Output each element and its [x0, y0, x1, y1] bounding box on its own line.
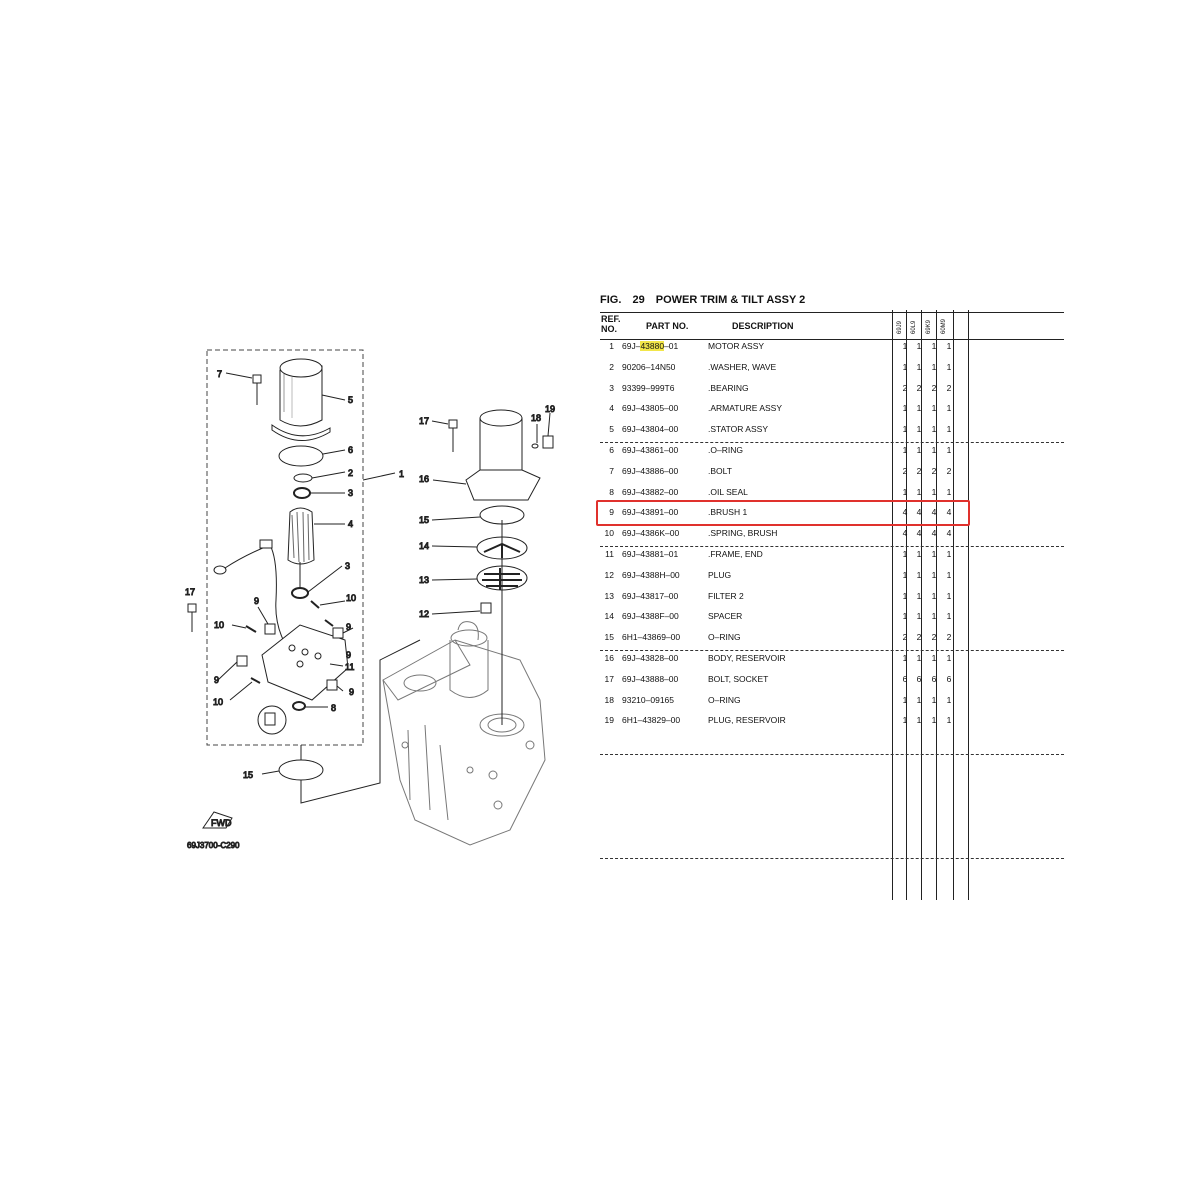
- part-number-prefix: 69J–43804–00: [622, 424, 679, 435]
- part-description: .ARMATURE ASSY: [708, 403, 782, 414]
- part-number: [622, 466, 678, 476]
- quantity-cell: 1: [902, 403, 908, 414]
- table-row: [600, 383, 1070, 397]
- header-ref-line1: REF.: [601, 314, 621, 324]
- quantity-cell: 1: [916, 486, 922, 497]
- quantity-cell: 1: [916, 653, 922, 663]
- callout-5: 5: [348, 395, 354, 405]
- filter-part-13: [432, 566, 527, 590]
- quantity-cell: 1: [916, 341, 922, 351]
- quantity-cell: 1: [916, 569, 922, 580]
- highlight-box-brush: [596, 500, 970, 526]
- callout-10-left: 10: [214, 620, 225, 630]
- quantity-cell: 1: [931, 403, 937, 414]
- bearing-part-3: [294, 488, 345, 498]
- quantity-cell: 1: [916, 361, 922, 372]
- quantity-cell: 1: [946, 590, 952, 601]
- ref-number: 11: [605, 549, 614, 559]
- col-divider-5: [953, 310, 954, 900]
- quantity-cell: 4: [946, 507, 952, 518]
- callout-15-lower: 15: [243, 770, 254, 780]
- part-number: [622, 611, 679, 621]
- callout-4: 4: [348, 519, 354, 529]
- part-description: O–RING: [708, 632, 741, 643]
- ref-number: 16: [604, 653, 614, 663]
- quantity-cell: 4: [902, 528, 908, 539]
- part-number-prefix: 69J–43817–00: [622, 590, 679, 601]
- ref-number: 5: [609, 424, 614, 435]
- quantity-cell: 2: [902, 632, 908, 643]
- quantity-cell: 1: [902, 445, 908, 455]
- part-number: [622, 653, 678, 663]
- quantity-cell: 1: [946, 549, 952, 559]
- part-number: [622, 591, 678, 601]
- header-bottom-rule: [600, 339, 1064, 340]
- part-description: FILTER 2: [708, 590, 744, 601]
- quantity-cell: 1: [931, 715, 937, 726]
- exploded-parts-diagram: [0, 0, 600, 900]
- bolt-part-7: [226, 373, 261, 405]
- callout-8: 8: [331, 703, 337, 713]
- part-number: [622, 487, 678, 497]
- table-row: [600, 424, 1070, 438]
- group-separator-5: [600, 858, 1064, 859]
- stator-housing-part-5: [272, 359, 345, 441]
- table-row: [600, 403, 1070, 417]
- quantity-cell: 6: [902, 673, 908, 684]
- quantity-cell: 1: [902, 341, 908, 351]
- part-number: [622, 362, 675, 372]
- fwd-label: FWD: [211, 818, 232, 828]
- quantity-cell: 1: [916, 590, 922, 601]
- col-divider-4: [936, 310, 937, 900]
- quantity-cell: 4: [916, 507, 922, 518]
- quantity-cell: 2: [931, 465, 937, 476]
- callout-11: 11: [345, 662, 355, 672]
- part-number-prefix: 6H1–43829–00: [622, 715, 681, 726]
- header-ref-line2: NO.: [601, 324, 618, 334]
- quantity-cell: 1: [931, 445, 937, 455]
- ref-number: 19: [604, 715, 614, 726]
- table-row: [600, 570, 1070, 584]
- o-ring-part-6: [279, 446, 323, 466]
- quantity-cell: 1: [931, 486, 937, 497]
- quantity-cell: 2: [946, 382, 952, 393]
- callout-9-mid: 9: [346, 650, 352, 660]
- ref-number: 3: [609, 382, 614, 393]
- part-number-prefix: 69J–43882–00: [622, 486, 679, 497]
- callout-13: 13: [419, 575, 430, 585]
- quantity-cell: 4: [931, 507, 937, 518]
- model-col-1: 69J9: [897, 320, 903, 334]
- table-row: [600, 528, 1070, 542]
- quantity-cell: 1: [902, 424, 908, 435]
- quantity-cell: 2: [902, 382, 908, 393]
- o-ring-part-15-lower: [279, 760, 323, 780]
- part-description: .STATOR ASSY: [708, 424, 768, 435]
- table-row: [600, 674, 1070, 688]
- part-number: [622, 695, 674, 705]
- part-description: .BRUSH 1: [708, 507, 748, 518]
- quantity-cell: 1: [946, 653, 952, 663]
- quantity-cell: 1: [931, 549, 937, 559]
- group-separator-3: [600, 650, 1064, 651]
- callout-9-right: 9: [346, 622, 352, 632]
- ref-number: 8: [609, 486, 614, 497]
- callout-19: 19: [545, 404, 556, 414]
- col-divider-1: [892, 310, 893, 900]
- quantity-cell: 1: [902, 361, 908, 372]
- armature-part-4: [288, 508, 345, 588]
- model-col-4: 60M9: [941, 318, 947, 334]
- ref-number: 6: [609, 445, 614, 455]
- oil-seal-part-8: [293, 702, 328, 710]
- quantity-cell: 2: [916, 465, 922, 476]
- spacer-part-14: [432, 537, 527, 559]
- table-row: [600, 632, 1070, 646]
- table-row: [600, 445, 1070, 459]
- part-number: [622, 383, 674, 393]
- quantity-cell: 2: [931, 382, 937, 393]
- quantity-cell: 1: [946, 424, 952, 435]
- ref-number: 4: [609, 403, 614, 414]
- quantity-cell: 1: [916, 549, 922, 559]
- figure-code: 69J3700-C290: [187, 841, 240, 850]
- part-number-prefix: 93210–09165: [622, 694, 675, 705]
- quantity-cell: 6: [946, 673, 952, 684]
- quantity-cell: 1: [931, 424, 937, 435]
- part-description: BODY, RESERVOIR: [708, 653, 786, 663]
- callout-12: 12: [419, 609, 430, 619]
- quantity-cell: 6: [916, 673, 922, 684]
- callout-18: 18: [531, 413, 542, 423]
- quantity-cell: 1: [916, 694, 922, 705]
- quantity-cell: 1: [902, 486, 908, 497]
- quantity-cell: 1: [946, 715, 952, 726]
- part-description: .FRAME, END: [708, 549, 763, 559]
- part-number-prefix: 69J–4388H–00: [622, 569, 680, 580]
- quantity-cell: 1: [946, 569, 952, 580]
- col-divider-6: [968, 310, 969, 900]
- part-number: [622, 424, 678, 434]
- part-number: [622, 570, 680, 580]
- callout-17-left: 17: [185, 587, 196, 597]
- part-number-prefix: 69J–43891–00: [622, 507, 679, 518]
- header-top-rule: [600, 312, 1064, 313]
- callout-15-upper: 15: [419, 515, 430, 525]
- part-number: [622, 549, 678, 559]
- quantity-cell: 4: [946, 528, 952, 539]
- quantity-cell: 4: [916, 528, 922, 539]
- part-number: [622, 403, 678, 413]
- ref-number: 15: [604, 632, 614, 643]
- part-number-prefix: 69J–4386K–00: [622, 528, 680, 539]
- part-number-prefix: 6H1–43869–00: [622, 632, 681, 643]
- header-part-no: PART NO.: [646, 321, 689, 331]
- table-row: [600, 549, 1070, 563]
- quantity-cell: 1: [902, 590, 908, 601]
- quantity-cell: 1: [946, 694, 952, 705]
- part-number: [622, 528, 679, 538]
- quantity-cell: 1: [916, 715, 922, 726]
- pump-body: [383, 622, 545, 845]
- part-description: PLUG, RESERVOIR: [708, 715, 786, 726]
- callout-9-left: 9: [214, 675, 220, 685]
- callout-9-upper: 9: [254, 596, 260, 606]
- ref-number: 17: [604, 673, 614, 684]
- quantity-cell: 1: [931, 341, 937, 351]
- callout-7: 7: [217, 369, 223, 379]
- quantity-cell: 1: [946, 403, 952, 414]
- model-col-3: 69K9: [926, 319, 932, 334]
- table-row: [600, 611, 1070, 625]
- callout-17-upper: 17: [419, 416, 430, 426]
- quantity-cell: 1: [946, 341, 952, 351]
- model-col-2: 60L9: [911, 320, 917, 334]
- col-divider-2: [906, 310, 907, 900]
- callout-16: 16: [419, 474, 430, 484]
- quantity-cell: 2: [931, 632, 937, 643]
- quantity-cell: 1: [916, 403, 922, 414]
- part-number-prefix: 69J–43881–01: [622, 549, 679, 559]
- table-row: [600, 487, 1070, 501]
- part-description: BOLT, SOCKET: [708, 673, 769, 684]
- quantity-cell: 1: [946, 611, 952, 622]
- ref-number: 14: [604, 611, 614, 622]
- quantity-cell: 2: [916, 632, 922, 643]
- ref-number: 9: [609, 507, 614, 518]
- quantity-cell: 6: [931, 673, 937, 684]
- header-ref: [601, 314, 621, 334]
- quantity-cell: 1: [902, 653, 908, 663]
- quantity-cell: 1: [931, 569, 937, 580]
- part-number: [622, 674, 678, 684]
- quantity-cell: 1: [931, 653, 937, 663]
- quantity-cell: 1: [916, 611, 922, 622]
- part-number: [622, 632, 680, 642]
- callout-3: 3: [348, 488, 354, 498]
- fig-title-text: POWER TRIM & TILT ASSY 2: [655, 294, 806, 306]
- detail-inset: [258, 706, 286, 734]
- header-description: DESCRIPTION: [732, 321, 794, 331]
- part-description: .O–RING: [708, 445, 743, 455]
- quantity-cell: 1: [902, 549, 908, 559]
- table-row: [600, 653, 1070, 667]
- table-row: [600, 591, 1070, 605]
- group-separator-2: [600, 546, 1064, 547]
- quantity-cell: 1: [931, 694, 937, 705]
- figure-title: [600, 294, 813, 306]
- part-description: MOTOR ASSY: [708, 341, 765, 351]
- callout-1: 1: [399, 469, 405, 479]
- ref-number: 13: [604, 590, 614, 601]
- quantity-cell: 1: [946, 445, 952, 455]
- quantity-cell: 1: [931, 361, 937, 372]
- ref-number: 1: [609, 341, 614, 351]
- washer-part-2: [294, 472, 345, 482]
- ref-number: 7: [609, 465, 614, 476]
- quantity-cell: 1: [931, 611, 937, 622]
- part-number-highlight: 43880: [640, 341, 665, 351]
- callout-3-lower: 3: [345, 561, 351, 571]
- callout-2: 2: [348, 468, 354, 478]
- ref-number: 10: [604, 528, 614, 539]
- quantity-cell: 2: [916, 382, 922, 393]
- quantity-cell: 2: [902, 465, 908, 476]
- part-number-prefix: 69J–43861–00: [622, 445, 679, 455]
- part-number-prefix: 69J–43805–00: [622, 403, 679, 414]
- quantity-cell: 1: [916, 424, 922, 435]
- leader-1: [363, 473, 395, 480]
- part-description: SPACER: [708, 611, 743, 622]
- part-description: PLUG: [708, 569, 732, 580]
- quantity-cell: 1: [946, 486, 952, 497]
- quantity-cell: 4: [902, 507, 908, 518]
- part-number-prefix: 69J–43828–00: [622, 653, 679, 663]
- quantity-cell: 2: [946, 632, 952, 643]
- ref-number: 2: [609, 361, 614, 372]
- table-row: [600, 341, 1070, 355]
- table-row: [600, 466, 1070, 480]
- group-separator-1: [600, 442, 1064, 443]
- part-description: .BEARING: [708, 382, 749, 393]
- ref-number: 18: [604, 694, 614, 705]
- fig-number: 29: [632, 294, 645, 306]
- col-divider-3: [921, 310, 922, 900]
- quantity-cell: 1: [902, 715, 908, 726]
- callout-6: 6: [348, 445, 354, 455]
- quantity-cell: 1: [916, 445, 922, 455]
- part-description: O–RING: [708, 694, 741, 705]
- part-description: .OIL SEAL: [708, 486, 748, 497]
- part-number-prefix: 93399–999T6: [622, 382, 675, 393]
- quantity-cell: 4: [931, 528, 937, 539]
- part-description: .WASHER, WAVE: [708, 361, 777, 372]
- parts-table: [600, 290, 1070, 910]
- part-number-prefix: 69J–43886–00: [622, 465, 679, 476]
- quantity-cell: 2: [946, 465, 952, 476]
- part-number-prefix: 69J–4388F–00: [622, 611, 679, 622]
- quantity-cell: 1: [902, 694, 908, 705]
- bolt-part-17-left: [188, 604, 196, 632]
- fig-label: FIG.: [600, 294, 622, 306]
- callout-10-lower: 10: [213, 697, 224, 707]
- part-number: [622, 715, 680, 725]
- table-row: [600, 695, 1070, 709]
- part-number-suffix: –01: [664, 341, 679, 351]
- callout-10-right: 10: [346, 593, 357, 603]
- part-number: [622, 341, 678, 351]
- part-number: [622, 445, 678, 455]
- group-separator-4: [600, 754, 1064, 755]
- table-row: [600, 715, 1070, 729]
- part-description: .BOLT: [708, 465, 732, 476]
- callout-14: 14: [419, 541, 430, 551]
- part-number-prefix: 69J–: [622, 341, 641, 351]
- part-description: .SPRING, BRUSH: [708, 528, 778, 539]
- quantity-cell: 1: [902, 569, 908, 580]
- callout-9-lower: 9: [349, 687, 355, 697]
- quantity-cell: 1: [902, 611, 908, 622]
- part-number-prefix: 69J–43888–00: [622, 673, 679, 684]
- plug-part-12: [432, 603, 491, 614]
- quantity-cell: 1: [946, 361, 952, 372]
- table-row: [600, 362, 1070, 376]
- bolt-part-17-upper: [432, 420, 457, 452]
- quantity-cell: 1: [931, 590, 937, 601]
- ref-number: 12: [604, 569, 614, 580]
- part-number-prefix: 90206–14N50: [622, 361, 676, 372]
